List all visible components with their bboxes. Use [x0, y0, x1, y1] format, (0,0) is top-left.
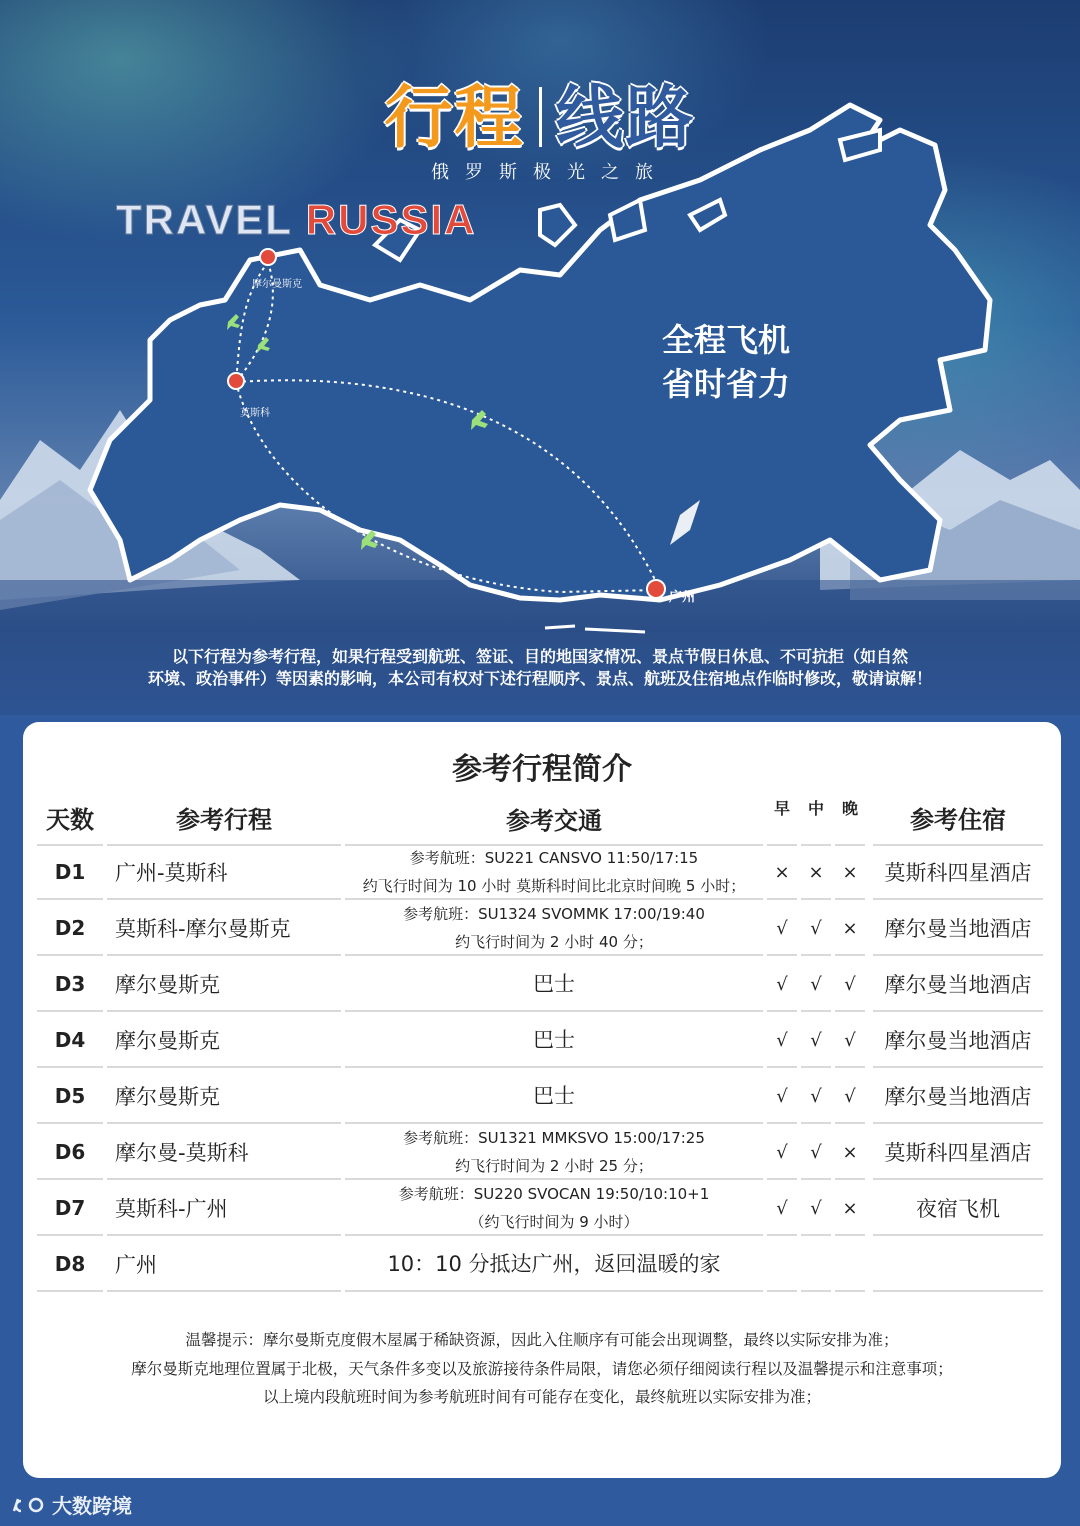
- day-cell: D2: [37, 902, 103, 956]
- hotel-cell: [873, 1238, 1043, 1292]
- itinerary-table: [35, 790, 1045, 1294]
- dinner-cell: ×: [835, 902, 865, 956]
- hero-banner: [0, 0, 1080, 715]
- transport-line2: 约飞行时间为 2 小时 40 分；: [455, 933, 653, 951]
- dinner-cell: √: [835, 1014, 865, 1068]
- watermark: [12, 1490, 132, 1519]
- table-row: [35, 902, 1045, 958]
- breakfast-cell: √: [767, 1070, 797, 1124]
- header-lunch: 中: [801, 790, 831, 846]
- route-cell: 莫斯科-广州: [107, 1182, 341, 1236]
- day-cell: D3: [37, 958, 103, 1012]
- table-row: [35, 1182, 1045, 1238]
- breakfast-cell: √: [767, 1126, 797, 1180]
- breakfast-cell: [767, 1238, 797, 1292]
- tips-line1: 温馨提示：摩尔曼斯克度假木屋属于稀缺资源，因此入住顺序有可能会出现调整，最终以实际安排为准；: [185, 1331, 899, 1349]
- table-row: [35, 1070, 1045, 1126]
- route-cell: 广州: [107, 1238, 341, 1292]
- transport-cell: [345, 1238, 763, 1292]
- travel-word: TRAVEL: [116, 196, 293, 243]
- lunch-cell: √: [801, 1182, 831, 1236]
- title-divider: [539, 87, 542, 147]
- day-cell: D1: [37, 846, 103, 900]
- table-row: [35, 958, 1045, 1014]
- breakfast-cell: √: [767, 1014, 797, 1068]
- notice-text: [40, 646, 1040, 690]
- hotel-cell: 摩尔曼当地酒店: [873, 1070, 1043, 1124]
- transport-line1: 参考航班：SU1321 MMKSVO 15:00/17:25: [403, 1129, 705, 1147]
- transport-line2: 约飞行时间为 2 小时 25 分；: [455, 1157, 653, 1175]
- tips-line3: 以上境内段航班时间为参考航班时间有可能存在变化，最终航班以实际安排为准；: [262, 1388, 821, 1406]
- transport-line1: 参考航班：SU220 SVOCAN 19:50/10:10+1: [398, 1185, 710, 1203]
- header-route: 参考行程: [107, 790, 341, 846]
- header-dinner: 晚: [835, 790, 865, 846]
- table-body: [35, 846, 1045, 1294]
- watermark-logo-icon: [12, 1495, 46, 1515]
- watermark-text: 大数跨境: [52, 1494, 132, 1518]
- tips-line2: 摩尔曼斯克地理位置属于北极，天气条件多变以及旅游接待条件局限，请您必须仔细阅读行程以及温馨提示和注意事项；: [131, 1359, 953, 1378]
- dinner-cell: ×: [835, 1126, 865, 1180]
- table-row: [35, 846, 1045, 902]
- route-cell: 莫斯科-摩尔曼斯克: [107, 902, 341, 956]
- day-cell: D4: [37, 1014, 103, 1068]
- itinerary-card: [23, 722, 1061, 1478]
- dinner-cell: ×: [835, 1182, 865, 1236]
- hotel-cell: 摩尔曼当地酒店: [873, 902, 1043, 956]
- transport-cell: [345, 958, 763, 1012]
- breakfast-cell: √: [767, 902, 797, 956]
- title-part1: 行程: [384, 79, 525, 158]
- route-cell: 摩尔曼斯克: [107, 1014, 341, 1068]
- lunch-cell: ×: [801, 846, 831, 900]
- russia-word: RUSSIA: [305, 196, 477, 243]
- header-hotel: 参考住宿: [873, 790, 1043, 846]
- lunch-cell: [801, 1238, 831, 1292]
- lunch-cell: √: [801, 902, 831, 956]
- notice-line2: 环境、政治事件）等因素的影响，本公司有权对下述行程顺序、景点、航班及住宿地点作临时修改，敬请谅解！: [147, 669, 932, 688]
- transport-line2: 约飞行时间为 10 小时 莫斯科时间比北京时间晚 5 小时；: [362, 877, 746, 895]
- notice-line1: 以下行程为参考行程，如果行程受到航班、签证、目的地国家情况、景点节假日休息、不可抗拒（如自然: [171, 647, 908, 666]
- dinner-cell: √: [835, 1070, 865, 1124]
- pin-label-guangzhou: 广州: [669, 590, 696, 605]
- route-cell: 摩尔曼-莫斯科: [107, 1126, 341, 1180]
- header-breakfast: 早: [767, 790, 797, 846]
- table-row: [35, 1014, 1045, 1070]
- table-row: [35, 1126, 1045, 1182]
- hotel-cell: 夜宿飞机: [873, 1182, 1043, 1236]
- transport-line1: 巴士: [533, 1084, 575, 1108]
- day-cell: D7: [37, 1182, 103, 1236]
- day-cell: D5: [37, 1070, 103, 1124]
- header-day: 天数: [37, 790, 103, 846]
- transport-cell: [345, 1070, 763, 1124]
- day-cell: D6: [37, 1126, 103, 1180]
- page-title: [0, 64, 1080, 161]
- tips-text: [23, 1326, 1061, 1412]
- page-subtitle: 俄罗斯极光之旅: [431, 162, 669, 183]
- table-row: [35, 1238, 1045, 1294]
- breakfast-cell: √: [767, 1182, 797, 1236]
- pin-label-murmansk: 摩尔曼斯克: [252, 279, 302, 290]
- hotel-cell: 摩尔曼当地酒店: [873, 1014, 1043, 1068]
- title-part2: 线路: [555, 79, 696, 158]
- route-cell: 摩尔曼斯克: [107, 958, 341, 1012]
- breakfast-cell: √: [767, 958, 797, 1012]
- slogan-line2: 省时省力: [662, 365, 791, 403]
- transport-cell: [345, 1126, 763, 1180]
- hotel-cell: 莫斯科四星酒店: [873, 1126, 1043, 1180]
- travel-russia-logo: [116, 196, 477, 244]
- header-transport: 参考交通: [345, 790, 763, 846]
- transport-cell: [345, 1014, 763, 1068]
- transport-cell: [345, 846, 763, 900]
- transport-line1: 巴士: [533, 1028, 575, 1052]
- transport-line1: 10：10 分抵达广州，返回温暖的家: [387, 1252, 721, 1276]
- slogan: [662, 318, 790, 406]
- day-cell: D8: [37, 1238, 103, 1292]
- dinner-cell: [835, 1238, 865, 1292]
- route-cell: 摩尔曼斯克: [107, 1070, 341, 1124]
- lunch-cell: √: [801, 1126, 831, 1180]
- lunch-cell: √: [801, 958, 831, 1012]
- transport-cell: [345, 902, 763, 956]
- transport-line1: 参考航班：SU221 CANSVO 11:50/17:15: [409, 849, 699, 867]
- dinner-cell: √: [835, 958, 865, 1012]
- hotel-cell: 莫斯科四星酒店: [873, 846, 1043, 900]
- slogan-line1: 全程飞机: [662, 321, 791, 359]
- hotel-cell: 摩尔曼当地酒店: [873, 958, 1043, 1012]
- pin-label-moscow: 莫斯科: [240, 408, 270, 419]
- itinerary-title: 参考行程简介: [452, 752, 632, 787]
- lunch-cell: √: [801, 1014, 831, 1068]
- breakfast-cell: ×: [767, 846, 797, 900]
- transport-line2: （约飞行时间为 9 小时）: [469, 1213, 639, 1231]
- lunch-cell: √: [801, 1070, 831, 1124]
- transport-cell: [345, 1182, 763, 1236]
- route-cell: 广州-莫斯科: [107, 846, 341, 900]
- dinner-cell: ×: [835, 846, 865, 900]
- transport-line1: 巴士: [533, 972, 575, 996]
- transport-line1: 参考航班：SU1324 SVOMMK 17:00/19:40: [403, 905, 705, 923]
- table-header-row: [35, 790, 1045, 846]
